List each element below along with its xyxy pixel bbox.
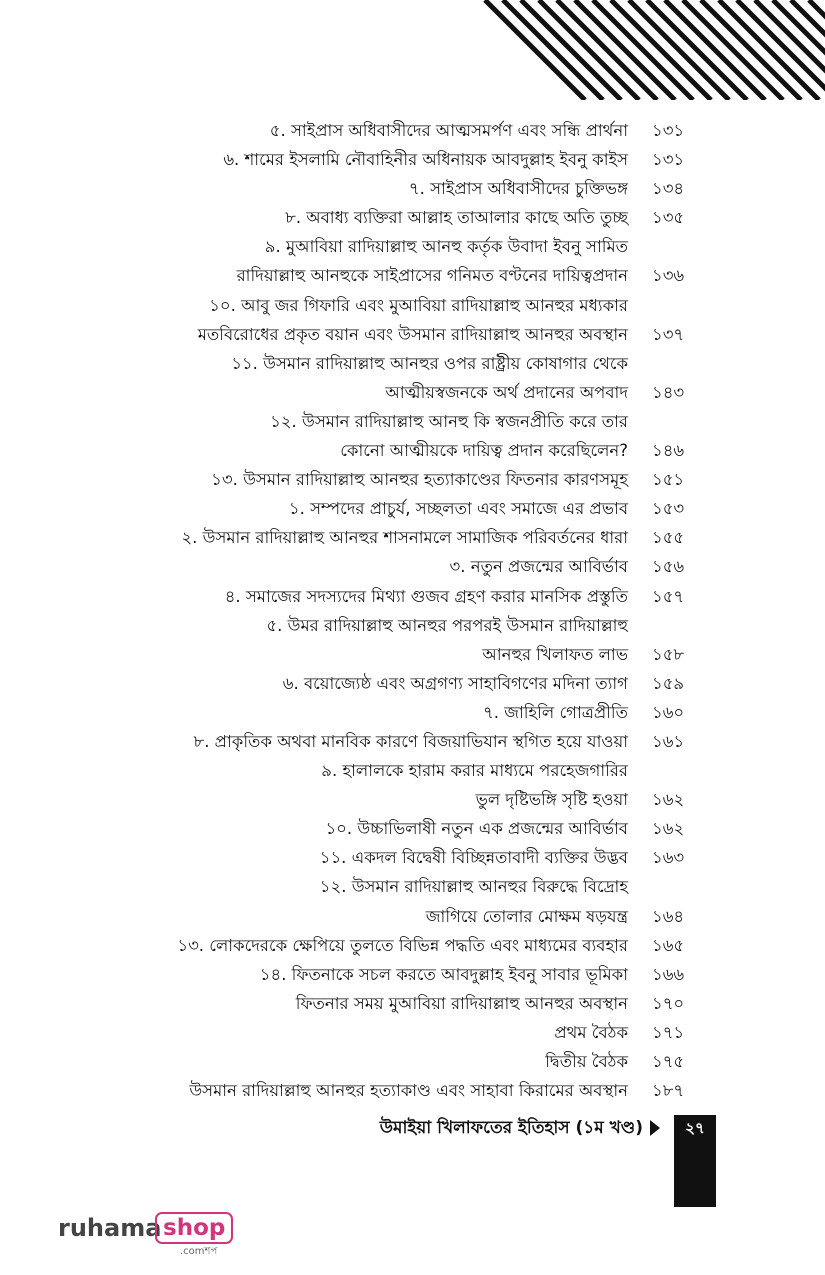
toc-row [0,785,825,814]
toc-row [0,989,825,1018]
table-of-contents [0,116,825,1105]
toc-entry-page: ১৪৬ [652,441,685,461]
toc-row [0,872,825,901]
toc-entry-page: ১৬৫ [652,935,685,955]
toc-entry-title: ফিতনার সময় মুআবিয়া রাদিয়াল্লাহু আনহুর অবস্থান [295,993,628,1013]
toc-entry-page: ১৬০ [652,702,685,722]
publisher-logo [58,1210,238,1260]
toc-entry-title: ৬. বয়োজ্যেষ্ঠ এবং অগ্রগণ্য সাহাবিগণের মদিনা ত্যাগ [282,673,628,693]
toc-entry-page: ১৬৪ [652,906,685,926]
toc-entry-page: ১৮৭ [652,1081,685,1101]
toc-entry-page: ১৩১ [652,121,685,140]
toc-row [0,960,825,989]
toc-row [0,203,825,232]
toc-entry-page: ১৩৪ [652,179,685,199]
toc-row [0,494,825,523]
toc-row [0,116,825,145]
toc-entry-title: উসমান রাদিয়াল্লাহু আনহুর হত্যাকাণ্ড এবং সাহাবা কিরামের অবস্থান [189,1081,628,1101]
toc-entry-title: ৬. শামের ইসলামি নৌবাহিনীর অধিনায়ক আবদুল্লাহ ইবনু কাইস [223,150,628,170]
toc-entry-title: ৮. প্রাকৃতিক অথবা মানবিক কারণে বিজয়াভিযান স্থগিত হয়ে যাওয়া [193,731,628,751]
toc-entry-page: ১৪৩ [652,382,685,402]
toc-row [0,1076,825,1105]
triangle-right-icon [650,1120,660,1136]
toc-entry-page: ১৩১ [652,150,685,170]
toc-entry-title: আনহুর খিলাফত লাভ [482,644,628,664]
decorative-stripes [465,0,825,100]
toc-row [0,669,825,698]
toc-row [0,291,825,320]
toc-row [0,640,825,669]
toc-entry-title: ৫. সাইপ্রাস অধিবাসীদের আত্মসমর্পণ এবং সন্ধি প্রার্থনা [269,121,628,140]
toc-row [0,349,825,378]
toc-row [0,465,825,494]
logo-text-shop: shop [155,1212,233,1244]
toc-entry-title: ৭. জাহিলি গোত্রপ্রীতি [483,702,628,722]
toc-entry-page: ১৫৬ [652,557,685,577]
toc-entry-page: ১৬২ [652,790,685,810]
toc-entry-page: ১৫৩ [652,499,685,519]
toc-row [0,611,825,640]
toc-row [0,756,825,785]
toc-entry-title: রাদিয়াল্লাহু আনহুকে সাইপ্রাসের গনিমত বণ্টনের দায়িত্বপ্রদান [236,266,628,286]
toc-entry-title: আত্মীয়স্বজনকে অর্থ প্রদানের অপবাদ [385,382,628,402]
toc-row [0,436,825,465]
toc-entry-title: দ্বিতীয় বৈঠক [545,1052,628,1071]
toc-entry-page: ১৫৫ [652,528,685,548]
logo-text-domain: .comশপ [180,1246,218,1257]
toc-row [0,552,825,581]
toc-entry-title: ১০. উচ্চাভিলাষী নতুন এক প্রজন্মের আবির্ভাব [325,819,628,839]
toc-entry-title: মতবিরোধের প্রকৃত বয়ান এবং উসমান রাদিয়াল্লাহু আনহুর অবস্থান [197,324,628,344]
toc-entry-page: ১৭০ [652,993,685,1013]
toc-entry-title: ৯. মুআবিয়া রাদিয়াল্লাহু আনহু কর্তৃক উবাদা ইবনু সামিত [264,237,628,257]
toc-entry-page: ১৫৮ [652,644,685,664]
toc-entry-page: ১৫১ [652,470,685,490]
toc-entry-page: ১৩৫ [652,208,685,228]
toc-entry-title: ৯. হালালকে হারাম করার মাধ্যমে পরহেজগারির [321,761,628,781]
toc-entry-title: ৮. অবাধ্য ব্যক্তিরা আল্লাহ তাআলার কাছে অতি তুচ্ছ [285,208,628,228]
toc-row [0,378,825,407]
toc-entry-page: ১৬৩ [652,848,685,868]
toc-entry-page: ১৭১ [652,1022,685,1042]
toc-entry-page: ১৫৭ [652,586,685,606]
toc-entry-page: ১৫৯ [652,673,685,693]
toc-entry-title: ১১. একদল বিদ্বেষী বিচ্ছিন্নতাবাদী ব্যক্তির উদ্ভব [319,848,628,868]
logo-text-ruhama: ruhama [58,1214,162,1242]
toc-entry-title: ভুল দৃষ্টিভঙ্গি সৃষ্টি হওয়া [475,790,628,810]
toc-entry-title: ১০. আবু জর গিফারি এবং মুআবিয়া রাদিয়াল্লাহু আনহুর মধ্যকার [209,295,628,315]
toc-entry-page: ১৭৫ [652,1052,685,1071]
toc-row [0,174,825,203]
toc-row [0,843,825,872]
toc-row [0,727,825,756]
toc-entry-title: প্রথম বৈঠক [554,1022,628,1042]
toc-row [0,232,825,261]
toc-entry-title: জাগিয়ে তোলার মোক্ষম ষড়যন্ত্র [425,906,628,926]
toc-row [0,145,825,174]
toc-row [0,407,825,436]
toc-entry-title: ১১. উসমান রাদিয়াল্লাহু আনহুর ওপর রাষ্ট্রীয় কোষাগার থেকে [231,353,628,373]
toc-entry-page: ১৬১ [652,731,685,751]
toc-entry-title: ৭. সাইপ্রাস অধিবাসীদের চুক্তিভঙ্গ [408,179,628,199]
toc-row [0,931,825,960]
toc-row [0,902,825,931]
toc-entry-page: ১৬৬ [652,964,685,984]
page-number: ২৭ [685,1119,705,1137]
running-footer-book-title: উমাইয়া খিলাফতের ইতিহাস (১ম খণ্ড) [379,1118,643,1138]
page-number-tab [674,1115,716,1207]
diagonal-stripes-graphic [465,0,825,100]
toc-entry-title: ১৩. উসমান রাদিয়াল্লাহু আনহুর হত্যাকাণ্ডের ফিতনার কারণসমূহ [211,470,628,490]
toc-row [0,1018,825,1047]
toc-entry-title: ৩. নতুন প্রজন্মের আবির্ভাব [449,557,628,577]
toc-row [0,698,825,727]
toc-entry-title: ১২. উসমান রাদিয়াল্লাহু আনহু কি স্বজনপ্রীতি করে তার [270,411,628,431]
toc-row [0,320,825,349]
toc-entry-title: ১৩. লোকদেরকে ক্ষেপিয়ে তুলতে বিভিন্ন পদ্ধতি এবং মাধ্যমের ব্যবহার [177,935,628,955]
toc-row [0,1047,825,1076]
toc-entry-page: ১৬২ [652,819,685,839]
toc-entry-page: ১৩৬ [652,266,685,286]
toc-entry-title: ৪. সমাজের সদস্যদের মিথ্যা গুজব গ্রহণ করার মানসিক প্রস্তুতি [224,586,628,606]
toc-row [0,582,825,611]
toc-entry-title: ৫. উমর রাদিয়াল্লাহু আনহুর পরপরই উসমান রাদিয়াল্লাহু [266,615,628,635]
toc-row [0,261,825,290]
toc-row [0,523,825,552]
toc-entry-page: ১৩৭ [652,324,685,344]
toc-entry-title: ১২. উসমান রাদিয়াল্লাহু আনহুর বিরুদ্ধে বিদ্রোহ [319,877,628,897]
toc-entry-title: ২. উসমান রাদিয়াল্লাহু আনহুর শাসনামলে সামাজিক পরিবর্তনের ধারা [181,528,628,548]
toc-entry-title: ১৪. ফিতনাকে সচল করতে আবদুল্লাহ ইবনু সাবার ভূমিকা [259,964,628,984]
toc-entry-title: কোনো আত্মীয়কে দায়িত্ব প্রদান করেছিলেন? [340,441,628,461]
toc-row [0,814,825,843]
toc-entry-title: ১. সম্পদের প্রাচুর্য, সচ্ছলতা এবং সমাজে এর প্রভাব [288,499,628,519]
